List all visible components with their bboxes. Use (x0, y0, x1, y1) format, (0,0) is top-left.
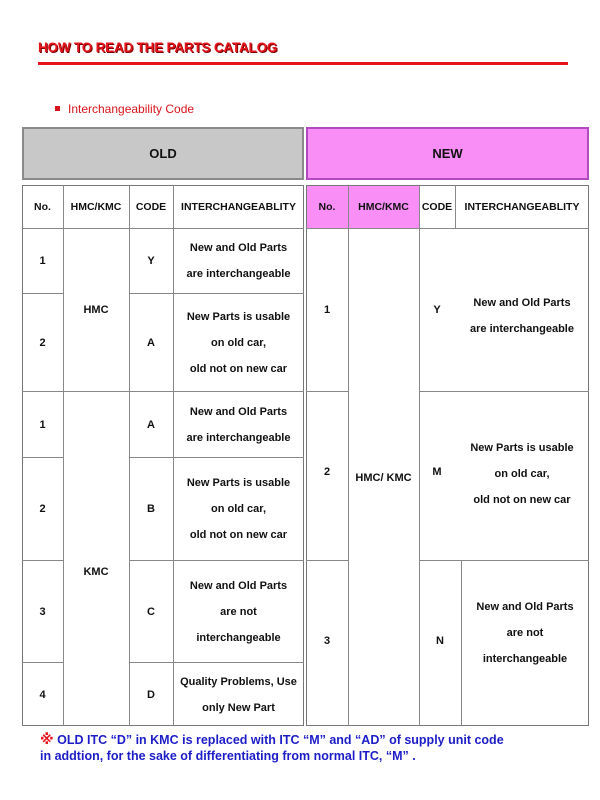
new-row-code: Y (433, 304, 441, 316)
new-row-no: 3 (323, 635, 331, 647)
new-row-desc: New Parts is usable on old car, old not on new car (470, 442, 574, 506)
new-row-code: M (432, 466, 442, 478)
section-heading (55, 102, 194, 116)
new-header: NEW (306, 127, 589, 180)
old-row-desc: New Parts is usable on old car, old not on new car (186, 477, 291, 541)
old-row-no: 1 (39, 255, 46, 267)
page-title: HOW TO READ THE PARTS CATALOG (38, 40, 278, 55)
old-row-code: D (147, 688, 155, 701)
old-row-code: C (147, 605, 155, 618)
old-header: OLD (22, 127, 304, 180)
footnote-line-2: in addtion, for the sake of differentiating from normal ITC, “M” . (40, 749, 416, 763)
old-row-code: B (147, 503, 155, 515)
old-col-interchangeability: INTERCHANGEABLITY (181, 201, 296, 213)
new-col-hmc-kmc: HMC/KMC (358, 201, 409, 213)
old-row-no: 2 (39, 336, 46, 349)
new-col-interchangeability: INTERCHANGEABLITY (464, 201, 580, 213)
new-col-code: CODE (421, 201, 453, 213)
new-row-desc: New and Old Parts are interchangeable (470, 297, 574, 335)
old-row-desc: New and Old Parts are interchangeable (186, 242, 291, 280)
title-underline (38, 62, 568, 65)
old-row-no: 3 (39, 605, 46, 618)
new-row-code: N (436, 635, 444, 647)
new-col-no: No. (318, 201, 336, 213)
old-col-no: No. (34, 201, 51, 213)
old-row-no: 2 (39, 503, 46, 515)
old-row-no: 1 (39, 418, 46, 431)
new-row-desc: New and Old Parts are not interchangeable (476, 601, 574, 665)
old-row-desc: New Parts is usable on old car, old not on new car (186, 310, 291, 375)
section-heading-label: Interchangeability Code (68, 102, 195, 116)
old-row-code: Y (147, 255, 155, 267)
old-group-kmc: KMC (83, 566, 109, 578)
old-row-desc: New and Old Parts are not interchangeable (189, 579, 288, 644)
old-col-hmc-kmc: HMC/KMC (70, 201, 122, 213)
reference-mark-icon: ※ (40, 731, 54, 747)
footnote-line-1: ※ OLD ITC “D” in KMC is replaced with ITC “M” and “AD” of supply unit code (40, 731, 504, 747)
new-group-hmc-kmc: HMC/ KMC (355, 471, 412, 484)
old-row-code: A (147, 336, 155, 349)
bullet-icon (55, 106, 60, 111)
old-group-hmc: HMC (83, 304, 109, 316)
old-row-code: A (147, 418, 155, 431)
old-row-desc: Quality Problems, Use only New Part (180, 675, 297, 714)
old-row-no: 4 (39, 688, 46, 701)
new-row-no: 1 (323, 304, 331, 316)
old-row-desc: New and Old Parts are interchangeable (186, 405, 291, 444)
new-row-no: 2 (323, 466, 331, 478)
old-col-code: CODE (135, 201, 167, 213)
